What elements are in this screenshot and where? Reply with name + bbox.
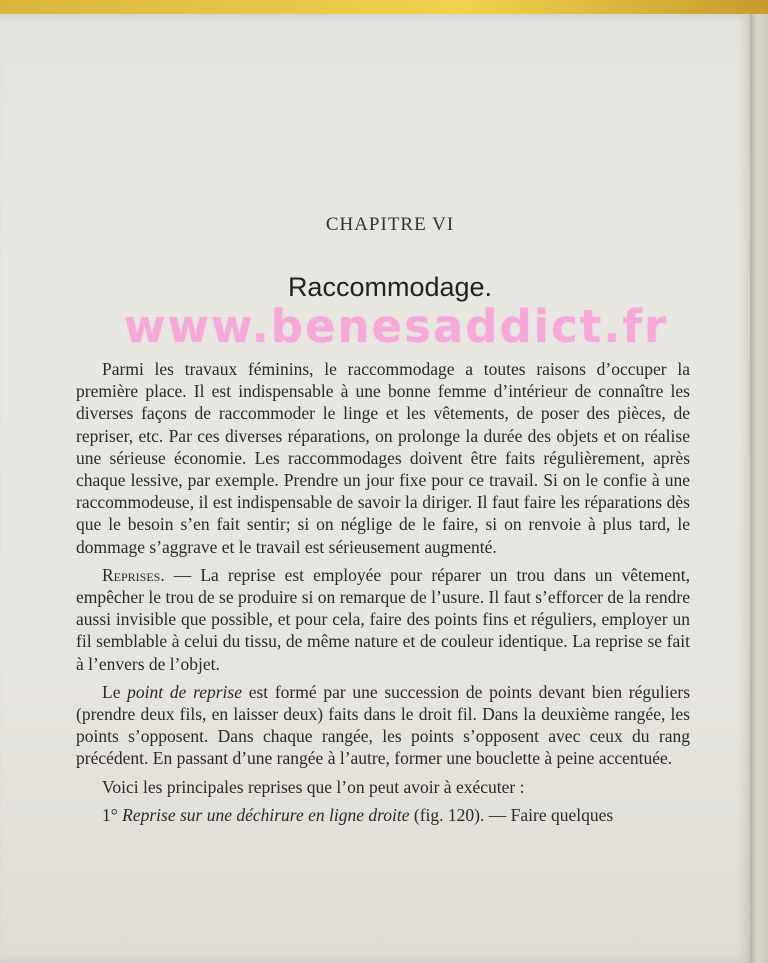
term-point-de-reprise: point de reprise bbox=[127, 681, 242, 702]
paragraph-reprises-text: — La reprise est employée pour réparer un trou dans un vêtement, empêcher le trou de se produire si on remarque de l’usure. Il faut s’efforcer de la rendre aussi invisible que possible, et pour cela, faire des points fins et réguliers, employer un fil semblable à celui du tissu, de même nature et de couleur identique. La reprise se fait à l’envers de l’objet. bbox=[76, 564, 690, 674]
text-run: est formé par une succession de points devant bien réguliers (prendre deux fils, en laisser deux) faits dans le droit fil. Dans la deuxième rangée, les points s’opposent. Dans chaque rangée, les points s’opposent avec ceux du rang précédent. En passant d’une rangée à l’autre, former une bouclette à peine accentuée. bbox=[76, 681, 691, 769]
page-edge bbox=[750, 14, 768, 963]
paragraph-intro: Parmi les travaux féminins, le raccommodage a toutes raisons d’occuper la première place. Il est indispensable à une bonne femme d’intérieur de connaître les diverses façons de raccommoder le linge et les vêtements, de poser des pièces, de repriser, etc. Par ces diverses réparations, on prolonge la durée des objets et on réalise une sérieuse économie. Les raccommodages doivent être faits régulièrement, après chaque lessive, par exemple. Prendre un jour fixe pour ce travail. Si on le confie à une raccommodeuse, il est indispensable de savoir la diriger. Il faut faire les réparations dès que le besoin s’en fait sentir; si on néglige de le faire, si on renvoie à plus tard, le dommage s’aggrave et le travail est sérieusement augmenté. bbox=[76, 359, 690, 557]
paragraph-point-de-reprise bbox=[76, 681, 690, 770]
text-run: Le bbox=[102, 681, 128, 702]
watermark-text: www.benesaddict.fr bbox=[123, 300, 669, 353]
paragraph-item-1 bbox=[76, 804, 690, 826]
item-title: Reprise sur une déchirure en ligne droite bbox=[122, 804, 410, 825]
paragraph-reprises bbox=[76, 564, 690, 675]
text-run: (fig. 120). — Faire quelques bbox=[409, 804, 614, 825]
section-label-reprises: Reprises. bbox=[102, 564, 165, 585]
chapter-heading: CHAPITRE VI bbox=[325, 214, 455, 235]
item-number: 1° bbox=[102, 804, 123, 825]
paragraph-list-intro: Voici les principales reprises que l’on peut avoir à exécuter : bbox=[102, 776, 525, 797]
body-text bbox=[76, 358, 690, 826]
page-title: Raccommodage. bbox=[287, 272, 493, 302]
